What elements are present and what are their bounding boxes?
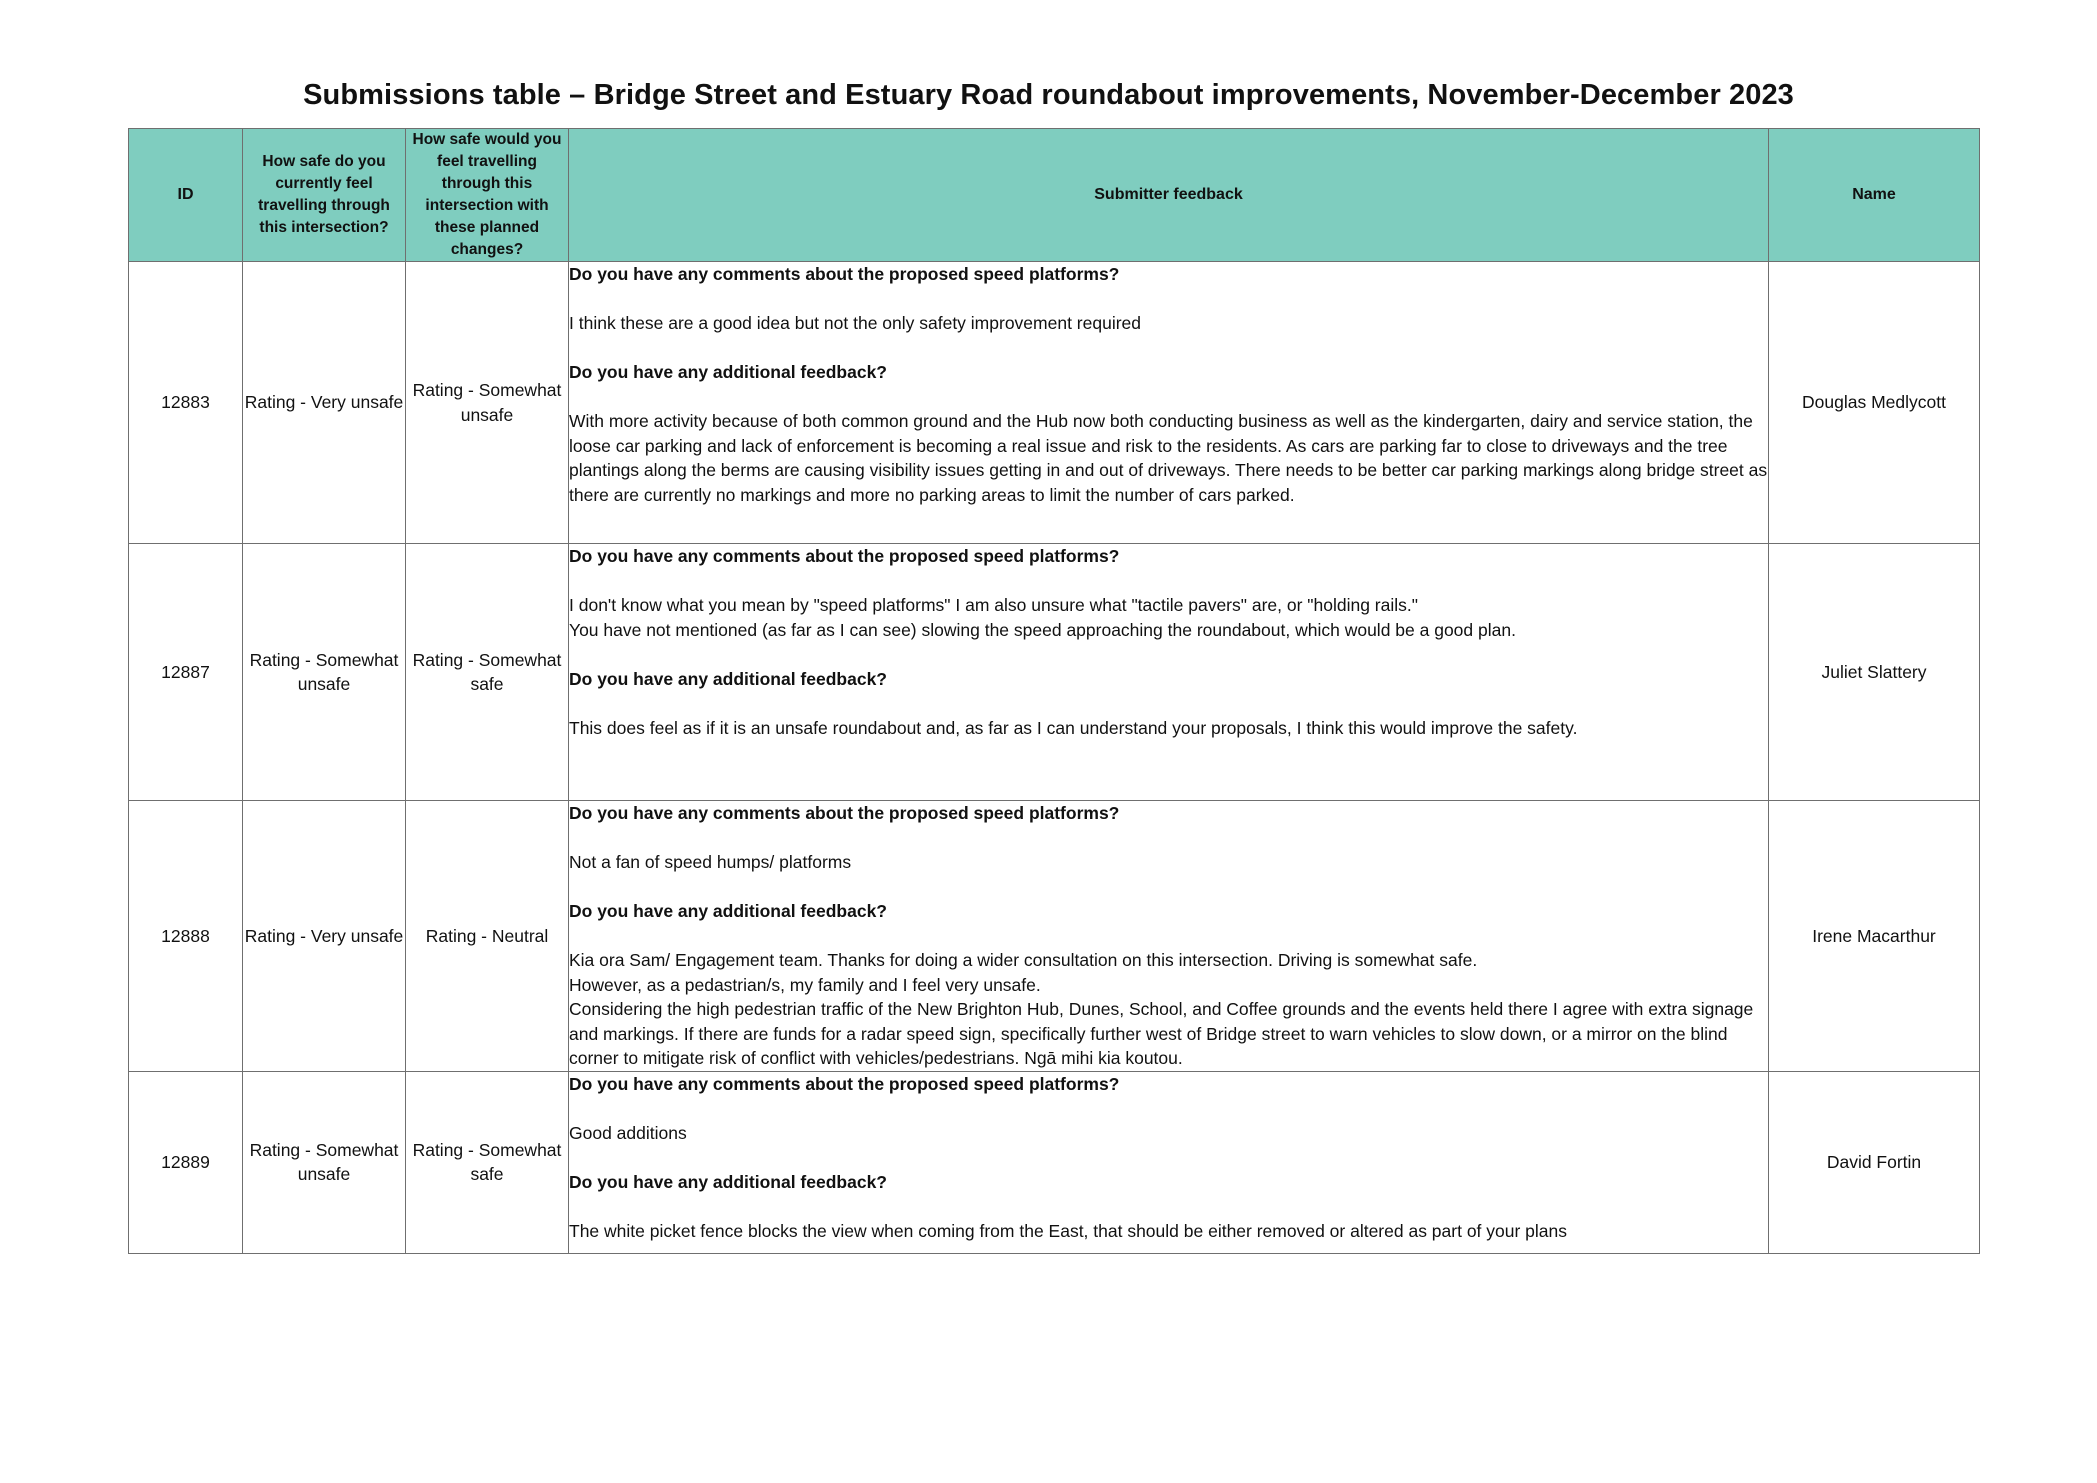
submission-id: 12888 xyxy=(129,801,243,1072)
header-name: Name xyxy=(1769,129,1980,262)
answer-additional-feedback: With more activity because of both common ground and the Hub now both conducting business as well as the kindergarten, dairy and service station, the loose car parking and lack of enforcement is becoming a real issue and risk to the residents. As cars are parking far to close to driveways and the tree plantings along the berms are causing visibility issues getting in and out of driveways. There needs to be better car parking markings along bridge street as there are currently no markings and more no parking areas to limit the number of cars parked. xyxy=(569,411,1768,505)
header-planned-safety: How safe would you feel travelling through this intersection with these planned changes? xyxy=(406,129,569,262)
submitter-name: Juliet Slattery xyxy=(1769,544,1980,801)
submitter-name: Irene Macarthur xyxy=(1769,801,1980,1072)
answer-speed-platforms: I don't know what you mean by "speed platforms" I am also unsure what "tactile pavers" are, or "holding rails." You have not mentioned (as far as I can see) slowing the speed approaching the roundabout, which would be a good plan. xyxy=(569,595,1516,640)
answer-speed-platforms: Good additions xyxy=(569,1122,687,1143)
table-header-row xyxy=(129,129,1980,262)
planned-safety-rating: Rating - Somewhat safe xyxy=(406,544,569,801)
submitter-feedback xyxy=(569,801,1769,1072)
question-additional-feedback: Do you have any additional feedback? xyxy=(569,668,887,689)
question-speed-platforms: Do you have any comments about the proposed speed platforms? xyxy=(569,264,1120,284)
answer-additional-feedback: The white picket fence blocks the view when coming from the East, that should be either removed or altered as part of your plans xyxy=(569,1220,1568,1241)
table-row xyxy=(129,262,1980,544)
answer-speed-platforms: Not a fan of speed humps/ platforms xyxy=(569,852,852,872)
planned-safety-rating: Rating - Neutral xyxy=(406,801,569,1072)
table-row xyxy=(129,1071,1980,1253)
current-safety-rating: Rating - Very unsafe xyxy=(243,262,406,544)
answer-additional-feedback: This does feel as if it is an unsafe roundabout and, as far as I can understand your proposals, I think this would improve the safety. xyxy=(569,717,1578,738)
page-title: Submissions table – Bridge Street and Estuary Road roundabout improvements, November-December 2023 xyxy=(303,79,1794,112)
current-safety-rating: Rating - Somewhat unsafe xyxy=(243,544,406,801)
current-safety-rating: Rating - Somewhat unsafe xyxy=(243,1071,406,1253)
submission-id: 12889 xyxy=(129,1071,243,1253)
header-feedback: Submitter feedback xyxy=(569,129,1769,262)
table-row xyxy=(129,544,1980,801)
submitter-feedback xyxy=(569,262,1769,544)
question-additional-feedback: Do you have any additional feedback? xyxy=(569,1171,887,1192)
question-speed-platforms: Do you have any comments about the proposed speed platforms? xyxy=(569,1073,1120,1094)
submitter-feedback xyxy=(569,1071,1769,1253)
question-speed-platforms: Do you have any comments about the proposed speed platforms? xyxy=(569,803,1120,823)
question-additional-feedback: Do you have any additional feedback? xyxy=(569,901,887,921)
header-current-safety: How safe do you currently feel travelling through this intersection? xyxy=(243,129,406,262)
submitter-name: Douglas Medlycott xyxy=(1769,262,1980,544)
table-row xyxy=(129,801,1980,1072)
question-speed-platforms: Do you have any comments about the proposed speed platforms? xyxy=(569,546,1120,566)
planned-safety-rating: Rating - Somewhat safe xyxy=(406,1071,569,1253)
submission-id: 12883 xyxy=(129,262,243,544)
submissions-table xyxy=(128,128,1980,1254)
submitter-feedback xyxy=(569,544,1769,801)
submission-id: 12887 xyxy=(129,544,243,801)
answer-additional-feedback: Kia ora Sam/ Engagement team. Thanks for doing a wider consultation on this intersection. Driving is somewhat safe. However, as a pedastrian/s, my family and I feel very unsafe. Considering the high pedestrian traffic of the New Brighton Hub, Dunes, School, and Coffee grounds and the events held there I agree with extra signage and markings. If there are funds for a radar speed sign, specifically further west of Bridge street to warn vehicles to slow down, or a mirror on the blind corner to mitigate risk of conflict with vehicles/pedestrians. Ngā mihi kia koutou. xyxy=(569,950,1754,1068)
current-safety-rating: Rating - Very unsafe xyxy=(243,801,406,1072)
submitter-name: David Fortin xyxy=(1769,1071,1980,1253)
planned-safety-rating: Rating - Somewhat unsafe xyxy=(406,262,569,544)
answer-speed-platforms: I think these are a good idea but not the only safety improvement required xyxy=(569,313,1142,333)
header-id: ID xyxy=(129,129,243,262)
question-additional-feedback: Do you have any additional feedback? xyxy=(569,362,887,382)
